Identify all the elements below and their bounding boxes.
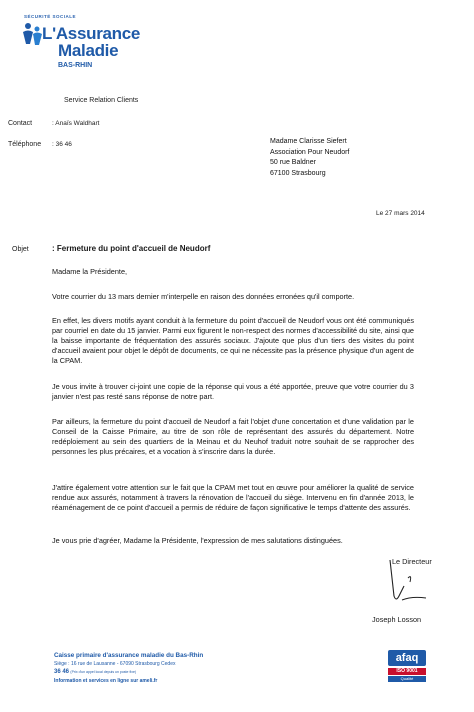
- footer-phone-number: 36 46: [54, 669, 70, 675]
- afaq-brand: afaq: [388, 650, 426, 666]
- phone-label: Téléphone: [8, 141, 42, 148]
- phone-value: : 36 46: [52, 141, 72, 148]
- recipient-address: [270, 137, 349, 179]
- iso-code: ISO 9001: [388, 668, 426, 675]
- recipient-organization: Association Pour Neudorf: [270, 148, 350, 156]
- signatory-title: Le Directeur: [392, 557, 432, 566]
- paragraph-3: Je vous invite à trouver ci-joint une copie de la réponse qui vous a été apportée, preuve que votre courrier du 3 janvier n'est pas resté sans réponse de notre part.: [52, 382, 414, 402]
- paragraph-4: Par ailleurs, la fermeture du point d'accueil de Neudorf a fait l'objet d'une concertation et d'une validation par le Conseil de la Caisse Primaire, au titre de son rôle de représentant des assurés du département. Notre redéploiement au sein des quartiers de la Meinau et du Neuhof traduit notre souhait de se rapprocher des personnes les plus précaires, et a vocation à s'inscrire dans la durée.: [52, 417, 414, 457]
- signatory-name: Joseph Losson: [372, 615, 422, 624]
- recipient-city: 67100 Strasbourg: [270, 169, 326, 177]
- paragraph-6: Je vous prie d'agréer, Madame la Présidente, l'expression de mes salutations distinguées.: [52, 536, 343, 545]
- paragraph-2: En effet, les divers motifs ayant conduit à la fermeture du point d'accueil de Neudorf vous ont été communiqués par courriel en date du 15 janvier. Parmi eux figurent le non-respect des normes d'accessibilité du site, ainsi que la baisse importante de fréquentation des assurés sociaux. J'ajoute que plus d'un tiers des visites du point d'accueil avaient pour objet le dépôt de documents, ce qui ne nécessite pas la présence physique d'un agent de la CPAM.: [52, 316, 414, 366]
- footer-address: Siège : 16 rue de Lausanne - 67090 Strasbourg Cedex: [54, 661, 176, 667]
- logo-title-line1: L'Assurance: [42, 24, 141, 43]
- footer-organization: Caisse primaire d'assurance maladie du Bas-Rhin: [54, 652, 204, 659]
- contact-value: : Anaïs Waldhart: [52, 120, 100, 127]
- cert-subtitle: Qualité: [388, 676, 426, 682]
- recipient-street: 50 rue Baldner: [270, 159, 316, 166]
- subject-text: : Fermeture du point d'accueil de Neudorf: [52, 244, 211, 253]
- salutation: Madame la Présidente,: [52, 267, 128, 276]
- letter-date: Le 27 mars 2014: [376, 210, 425, 217]
- contact-label: Contact: [8, 120, 33, 127]
- logo-title-line2: Maladie: [58, 41, 119, 60]
- handwritten-signature-icon: [368, 556, 438, 608]
- paragraph-5: J'attire également votre attention sur le fait que la CPAM met tout en œuvre pour améliorer la qualité de service rendue aux assurés, notamment à travers la rénovation de l'accueil du siège. Intervenu en fin d'année 2013, le réaménagement de ce point d'accueil a permis de réduire de façon significative le temps d'attente des assurés.: [52, 483, 414, 513]
- footer-phone: [54, 669, 136, 675]
- footer-website: Information et services en ligne sur ameli.fr: [54, 678, 158, 684]
- recipient-name: Madame Clarisse Siefert: [270, 138, 347, 145]
- service-name: Service Relation Clients: [64, 97, 139, 104]
- logo-tagline: SÉCURITÉ SOCIALE: [24, 14, 77, 19]
- subject-label: Objet: [12, 246, 29, 253]
- afaq-certification-logo: [388, 650, 426, 690]
- footer-phone-note: (Prix d'un appel local depuis un poste fixe): [70, 670, 137, 674]
- paragraph-1: Votre courrier du 13 mars dernier m'interpelle en raison des données erronées qu'il comporte.: [52, 292, 355, 301]
- logo-region: BAS-RHIN: [58, 62, 93, 69]
